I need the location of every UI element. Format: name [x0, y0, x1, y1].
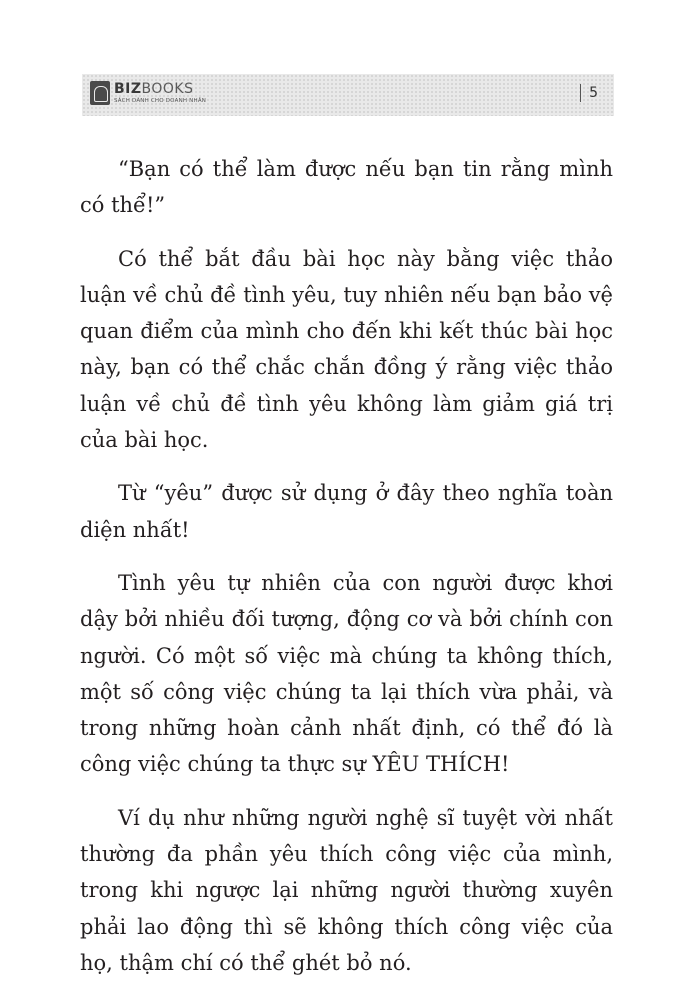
- brand-light: BOOKS: [141, 80, 194, 97]
- page-body: [80, 151, 613, 998]
- page-header: [82, 74, 614, 116]
- page-number-value: 5: [589, 85, 598, 101]
- brand-bold: BIZ: [114, 80, 142, 97]
- page-number: [580, 84, 598, 102]
- body-paragraph: Có thể bắt đầu bài học này bằng việc thảo luận về chủ đề tình yêu, tuy nhiên nếu bạn bảo vệ quan điểm của mình cho đến khi kết thúc bài học này, bạn có thể chắc chắn đồng ý rằng việc thảo luận về chủ đề tình yêu không làm giảm giá trị của bài học.: [80, 246, 613, 453]
- brand-name: [114, 82, 206, 96]
- body-paragraph: Ví dụ như những người nghệ sĩ tuyệt vời nhất thường đa phần yêu thích công việc của mình, trong khi ngược lại những người thường xuyên phải lao động thì sẽ không thích công việc của họ, thậm chí có thể ghét bỏ nó.: [80, 805, 613, 975]
- book-logo-icon: [90, 81, 110, 105]
- bizbooks-logo: [90, 81, 206, 105]
- logo-text: [114, 82, 206, 105]
- quote-paragraph: “Bạn có thể làm được nếu bạn tin rằng mình có thể!”: [80, 157, 613, 218]
- body-paragraph: Từ “yêu” được sử dụng ở đây theo nghĩa toàn diện nhất!: [80, 481, 613, 542]
- page-number-divider: [580, 84, 581, 102]
- brand-tagline: SÁCH DÀNH CHO DOANH NHÂN: [114, 97, 207, 104]
- body-paragraph: Tình yêu tự nhiên của con người được khơi dậy bởi nhiều đối tượng, động cơ và bởi chính con người. Có một số việc mà chúng ta không thích, một số công việc chúng ta lại thích vừa phải, và trong những hoàn cảnh nhất định, có thể đó là công việc chúng ta thực sự YÊU THÍCH!: [80, 570, 613, 777]
